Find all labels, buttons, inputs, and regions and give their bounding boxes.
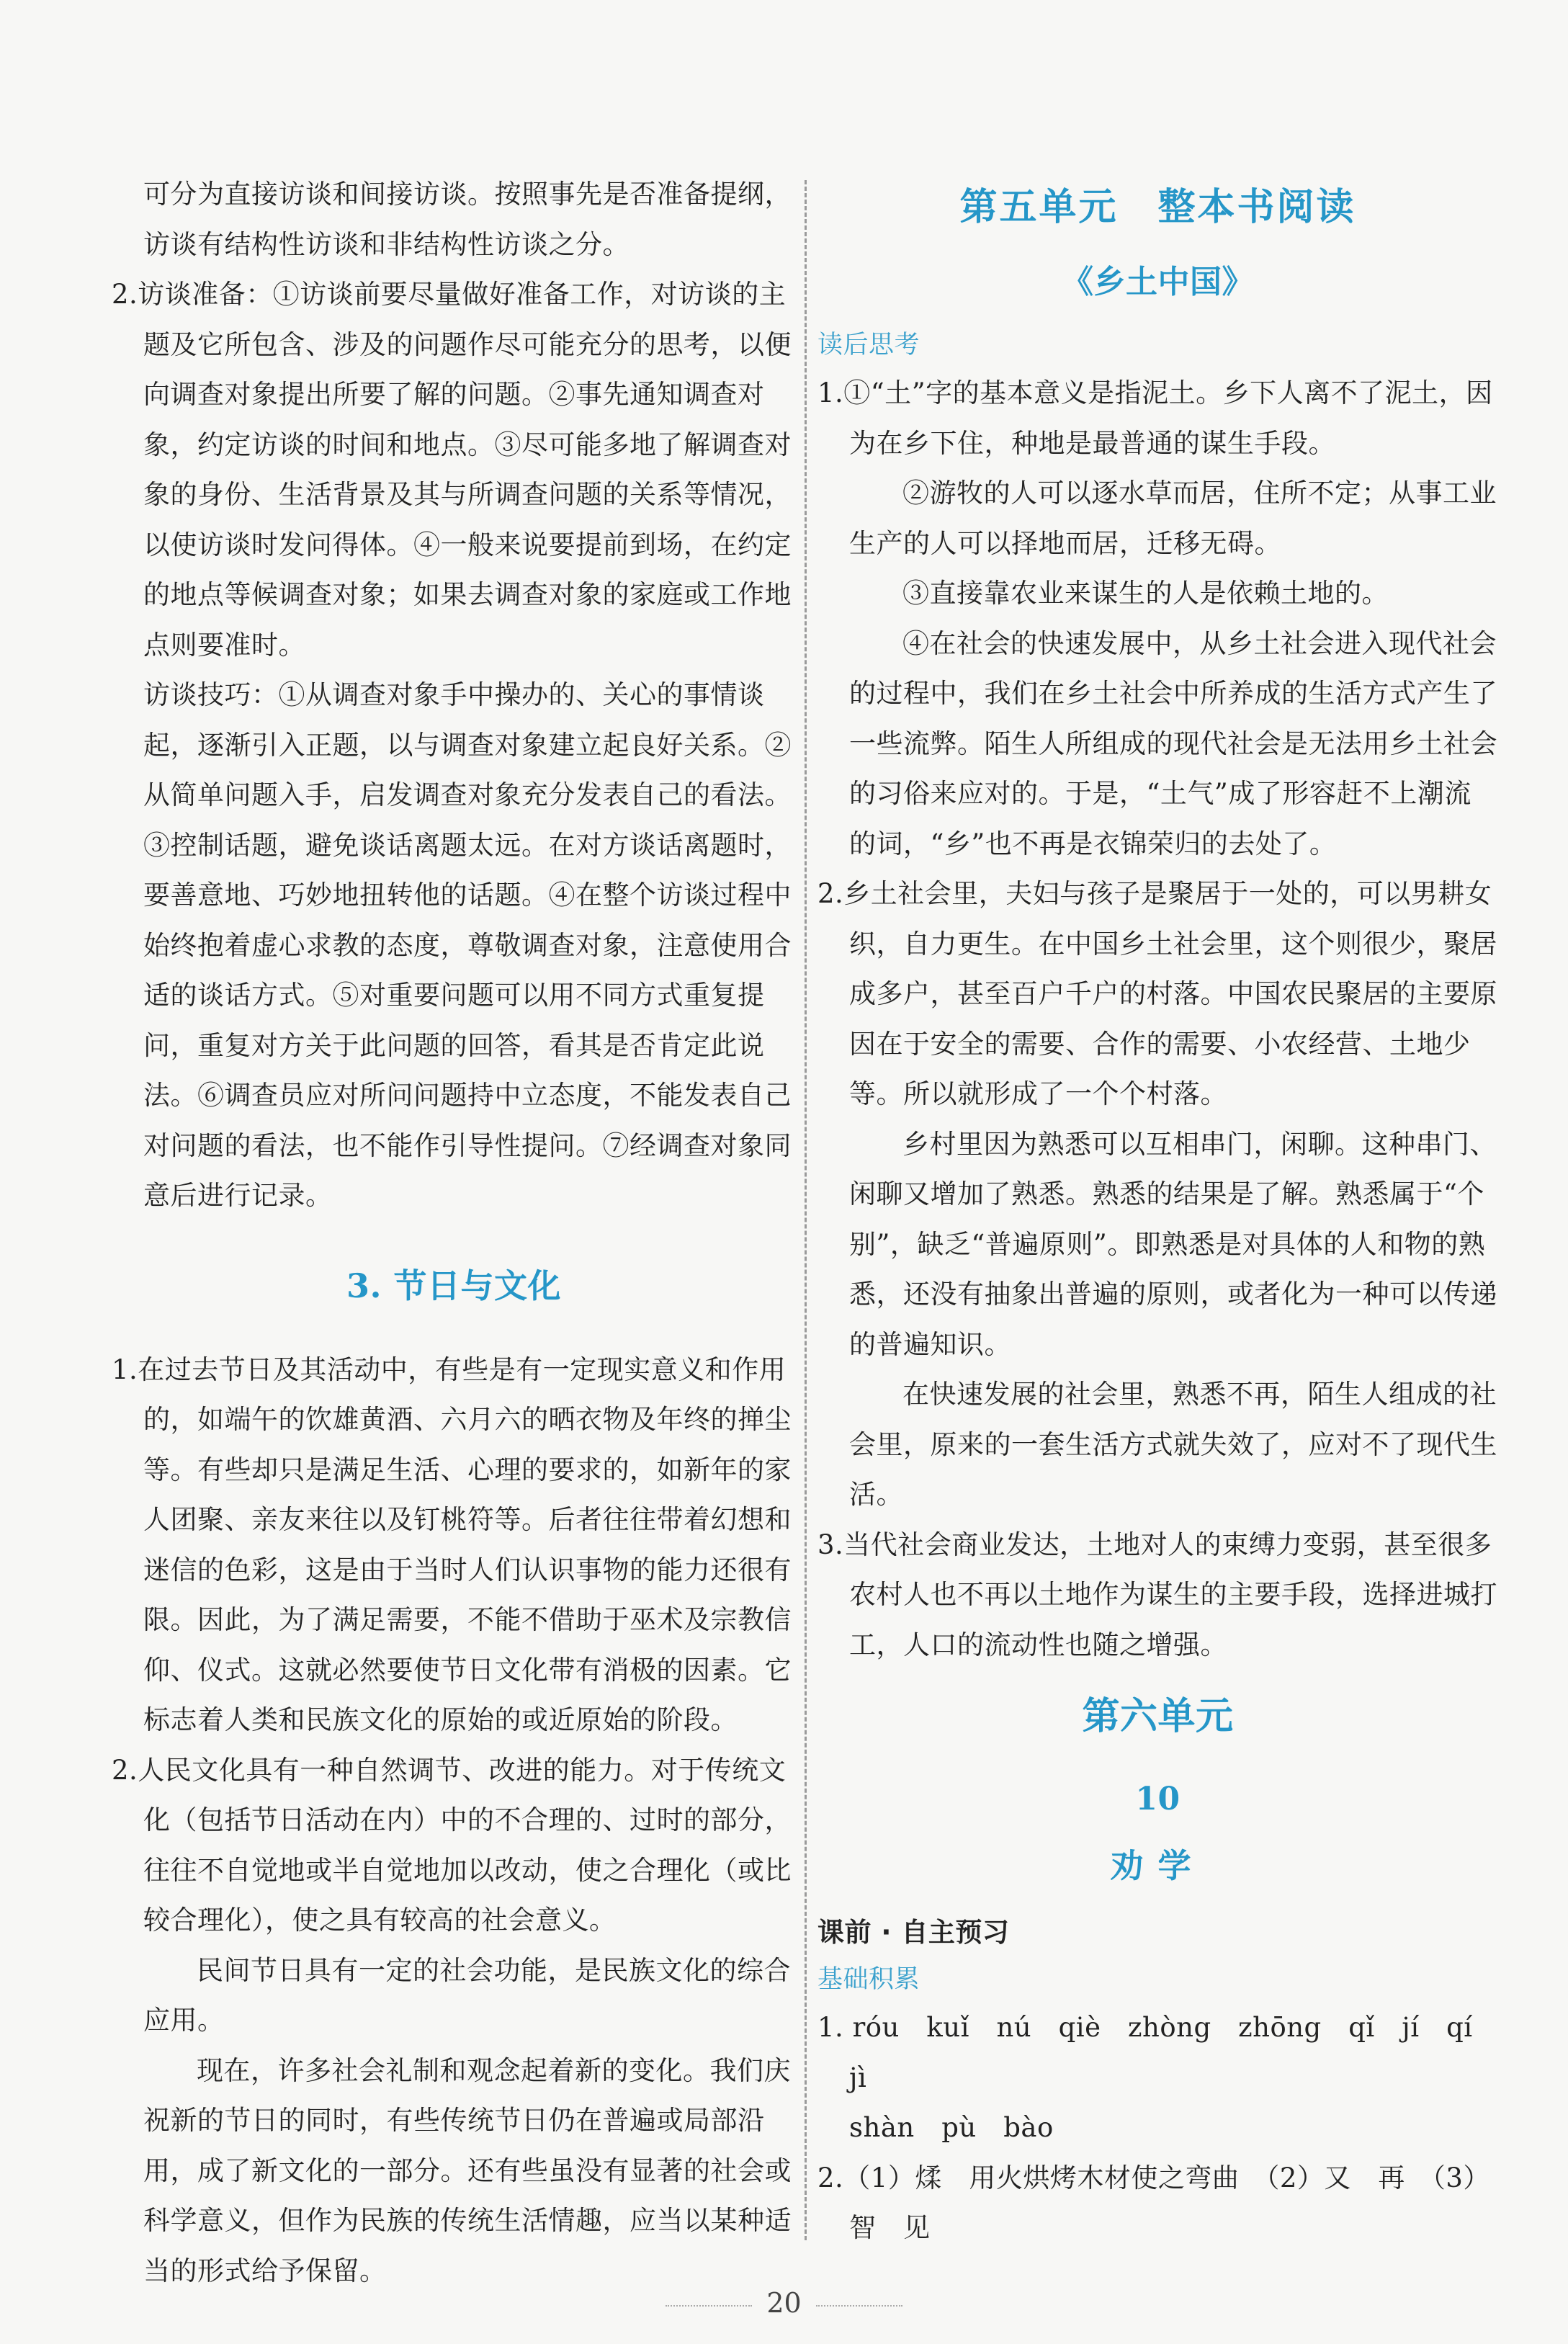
- unit6-title: 第六单元: [1082, 1695, 1234, 1738]
- pinyin-answer-line-2: shàn pù bào: [849, 2112, 1054, 2143]
- after-reading-label: 读后思考: [817, 331, 920, 359]
- footer-rule-left: [666, 2305, 752, 2307]
- item-2-skills: 访谈技巧：①从调查对象手中操办的、关心的事情谈起，逐渐引入正题，以与调查对象建立起良好关系。②从简单问题入手，启发调查对象充分发表自己的看法。③控制话题，避免谈话离题太远。在对方谈话离题时，要善意地、巧妙地扭转他的话题。④在整个访谈过程中始终抱着虚心求教的态度，尊敬调查对象，注意使用合适的谈话方式。⑤对重要问题可以用不同方式重复提问，重复对方关于此问题的回答，看其是否肯定此说法。⑥调查员应对所问问题持中立态度，不能发表自己对问题的看法，也不能作引导性提问。⑦经调查对象同意后进行记录。: [143, 679, 792, 1211]
- reading-item-1-d: ④在社会的快速发展中，从乡土社会进入现代社会的过程中，我们在乡土社会中所养成的生活方式产生了一些流弊。陌生人所组成的现代社会是无法用乡土社会的习俗来应对的。于是，“土气”成了形容赶不上潮流的词，“乡”也不再是衣锦荣归的去处了。: [849, 627, 1497, 859]
- basics-label: 基础积累: [817, 1965, 920, 1994]
- footer-rule-right: [816, 2305, 902, 2307]
- section3-paragraph-2: 民间节日具有一定的社会功能，是民族文化的综合应用。: [143, 1954, 791, 2036]
- item-2-preparation: 2.访谈准备：①访谈前要尽量做好准备工作，对访谈的主题及它所包含、涉及的问题作尽可能充分的思考，以便向调查对象提出所要了解的问题。②事先通知调查对象，约定访谈的时间和地点。③尽可能多地了解调查对象的身份、生活背景及其与所调查问题的关系等情况，以使访谈时发问得体。④一般来说要提前到场，在约定的地点等候调查对象；如果去调查对象的家庭或工作地点则要准时。: [112, 279, 792, 661]
- reading-item-3: 3.当代社会商业发达，土地对人的束缚力变弱，甚至很多农村人也不再以土地作为谋生的主要手段，选择进城打工，人口的流动性也随之增强。: [817, 1529, 1497, 1660]
- reading-item-2-b: 乡村里因为熟悉可以互相串门，闲聊。这种串门、闲聊又增加了熟悉。熟悉的结果是了解。熟悉属于“个别”，缺乏“普遍原则”。即熟悉是对具体的人和物的熟悉，还没有抽象出普遍的原则，或者化为一种可以传递的普遍知识。: [849, 1128, 1497, 1360]
- pinyin-answer-line-1: 1. róu kuǐ nú qiè zhòng zhōng qǐ jí qí jì: [817, 2012, 1473, 2093]
- book-title: 《乡土中国》: [1062, 264, 1254, 300]
- column-divider: [805, 180, 807, 2240]
- reading-item-1: 1.①“土”字的基本意义是指泥土。乡下人离不了泥土，因为在乡下住，种地是最普通的谋生手段。: [817, 377, 1493, 459]
- intro-paragraph: 可分为直接访谈和间接访谈。按照事先是否准备提纲，访谈有结构性访谈和非结构性访谈之分。: [143, 179, 792, 260]
- page-number: 20: [766, 2287, 802, 2319]
- lesson-title: 劝学: [1110, 1846, 1206, 1885]
- reading-item-2-c: 在快速发展的社会里，熟悉不再，陌生人组成的社会里，原来的一套生活方式就失效了，应对不了现代生活。: [849, 1379, 1497, 1510]
- page-footer: [0, 2287, 1568, 2319]
- section3-paragraph-3: 现在，许多社会礼制和观念起着新的变化。我们庆祝新的节日的同时，有些传统节日仍在普遍或局部沿用，成了新文化的一部分。还有些虽没有显著的社会或科学意义，但作为民族的传统生活情趣，应当以某种适当的形式给予保留。: [143, 2054, 792, 2286]
- left-column: [112, 169, 796, 2296]
- section-heading-festival-culture: 3. 节日与文化: [346, 1266, 562, 1305]
- lesson-number: 10: [1135, 1781, 1181, 1817]
- unit5-title: 第五单元 整本书阅读: [959, 186, 1356, 229]
- reading-item-2: 2.乡土社会里，夫妇与孩子是聚居于一处的，可以男耕女织，自力更生。在中国乡土社会里，这个则很少，聚居成多户，甚至百户千户的村落。中国农民聚居的主要原因在于安全的需要、合作的需要、小农经营、土地少等。所以就形成了一个个村落。: [817, 878, 1497, 1109]
- preview-section-title: 课前 · 自主预习: [817, 1917, 1010, 1948]
- section3-item-1: 1.在过去节日及其活动中，有些是有一定现实意义和作用的，如端午的饮雄黄酒、六月六的晒衣物及年终的掸尘等。有些却只是满足生活、心理的要求的，如新年的家人团聚、亲友来往以及钉桃符等。后者往往带着幻想和迷信的色彩，这是由于当时人们认识事物的能力还很有限。因此，为了满足需要，不能不借助于巫术及宗教信仰、仪式。这就必然要使节日文化带有消极的因素。它标志着人类和民族文化的原始的或近原始的阶段。: [112, 1354, 792, 1735]
- section3-item-2: 2.人民文化具有一种自然调节、改进的能力。对于传统文化（包括节日活动在内）中的不合理的、过时的部分，往往不自觉地或半自觉地加以改动，使之合理化（或比较合理化），使之具有较高的社会意义。: [112, 1754, 792, 1936]
- right-column: [817, 169, 1498, 2253]
- reading-item-1-c: ③直接靠农业来谋生的人是依赖土地的。: [902, 578, 1389, 609]
- answer-2: 2.（1）煣 用火烘烤木材使之弯曲 （2）又 再 （3）智 见: [817, 2162, 1490, 2243]
- reading-item-1-b: ②游牧的人可以逐水草而居，住所不定；从事工业生产的人可以择地而居，迁移无碍。: [849, 478, 1497, 559]
